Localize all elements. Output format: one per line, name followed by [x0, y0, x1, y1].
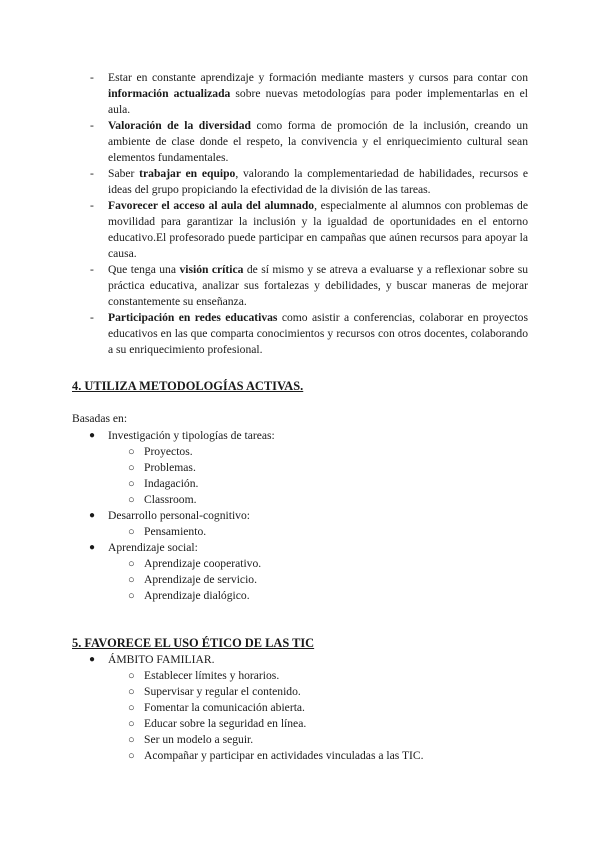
- sub-bullet-item: ○ Aprendizaje de servicio.: [128, 573, 257, 586]
- dash-item: - Favorecer el acceso al aula del alumnado, especialmente al alumnos con problemas de movilidad para garantizar la inclusión y la igualdad de oportunidades en el entorno educativo.El profesorado puede participar en campañas que aúnen recursos para apoyar la causa.: [90, 199, 528, 260]
- bullet-marker: ●: [89, 430, 96, 441]
- dash-marker: -: [90, 167, 94, 180]
- bullet-item: ● Aprendizaje social:: [89, 541, 198, 554]
- bold-text: trabajar en equipo: [139, 167, 236, 180]
- sub-bullet-item: ○ Aprendizaje cooperativo.: [128, 557, 262, 570]
- dash-marker: -: [90, 199, 94, 212]
- sub-bullet-item: ○ Educar sobre la seguridad en línea.: [128, 717, 307, 730]
- bullet-marker: ●: [89, 542, 96, 553]
- bold-text: Favorecer el acceso al aula del alumnado: [108, 199, 315, 212]
- circle-marker: ○: [128, 670, 135, 682]
- dash-marker: -: [90, 263, 94, 276]
- sub-bullet-item: ○ Fomentar la comunicación abierta.: [128, 701, 305, 714]
- dash-item: - Saber trabajar en equipo, valorando la complementariedad de habilidades, recursos e ideas del grupo propiciando la efectividad de la división de las tareas.: [90, 167, 528, 196]
- bold-text: información actualizada: [108, 87, 231, 100]
- bold-text: visión crítica: [179, 263, 244, 276]
- sub-bullet-item: ○ Aprendizaje dialógico.: [128, 589, 250, 602]
- sub-bullet-item: ○ Classroom.: [128, 493, 197, 506]
- bullet-item: ● Desarrollo personal-cognitivo:: [89, 509, 250, 522]
- circle-marker: ○: [128, 558, 135, 570]
- dash-marker: -: [90, 119, 94, 132]
- bullet-marker: ●: [89, 510, 96, 521]
- sub-bullet-item: ○ Pensamiento.: [128, 525, 207, 538]
- sub-bullet-item: ○ Acompañar y participar en actividades vinculadas a las TIC.: [128, 749, 424, 762]
- circle-marker: ○: [128, 462, 135, 474]
- circle-marker: ○: [128, 686, 135, 698]
- dash-marker: -: [90, 311, 94, 324]
- circle-marker: ○: [128, 494, 135, 506]
- section-4-heading: 4. UTILIZA METODOLOGÍAS ACTIVAS.: [72, 379, 304, 393]
- bold-text: Valoración de la diversidad: [108, 119, 251, 132]
- bullet-item: ● Investigación y tipologías de tareas:: [89, 429, 275, 442]
- circle-marker: ○: [128, 574, 135, 586]
- circle-marker: ○: [128, 446, 135, 458]
- sub-bullet-item: ○ Problemas.: [128, 461, 196, 474]
- section-5-heading: 5. FAVORECE EL USO ÉTICO DE LAS TIC: [72, 636, 315, 650]
- bullet-marker: ●: [89, 654, 96, 665]
- sub-bullet-item: ○ Establecer límites y horarios.: [128, 669, 280, 682]
- circle-marker: ○: [128, 750, 135, 762]
- sub-bullet-item: ○ Proyectos.: [128, 445, 193, 458]
- circle-marker: ○: [128, 590, 135, 602]
- circle-marker: ○: [128, 702, 135, 714]
- dash-marker: -: [90, 71, 94, 84]
- circle-marker: ○: [128, 526, 135, 538]
- dash-list: [90, 70, 528, 358]
- sub-bullet-item: ○ Supervisar y regular el contenido.: [128, 685, 301, 698]
- circle-marker: ○: [128, 718, 135, 730]
- bold-text: Participación en redes educativas: [108, 311, 278, 324]
- dash-item: - Que tenga una visión crítica de sí mismo y se atreva a evaluarse y a reflexionar sobre su práctica educativa, analizar sus fortalezas y debilidades, y buscar maneras de mejorar constantemente su enseñanza.: [90, 263, 529, 308]
- dash-item: - Estar en constante aprendizaje y formación mediante masters y cursos para contar con información actualizada sobre nuevas metodologías para poder implementarlas en el aula.: [90, 71, 529, 116]
- dash-item: - Participación en redes educativas como asistir a conferencias, colaborar en proyectos educativos en las que comparta conocimientos y recursos con otros docentes, colaborando a su enriquecimiento profesional.: [90, 311, 528, 356]
- sub-bullet-item: ○ Ser un modelo a seguir.: [128, 733, 254, 746]
- dash-item: - Valoración de la diversidad como forma de promoción de la inclusión, creando un ambiente de clase donde el respeto, la convivencia y el enriquecimiento cultural sean elementos fundamentales.: [90, 119, 528, 164]
- sub-bullet-item: ○ Indagación.: [128, 477, 199, 490]
- section-4-intro: Basadas en:: [72, 412, 128, 425]
- bullet-item: ● ÁMBITO FAMILIAR.: [89, 653, 215, 666]
- circle-marker: ○: [128, 734, 135, 746]
- circle-marker: ○: [128, 478, 135, 490]
